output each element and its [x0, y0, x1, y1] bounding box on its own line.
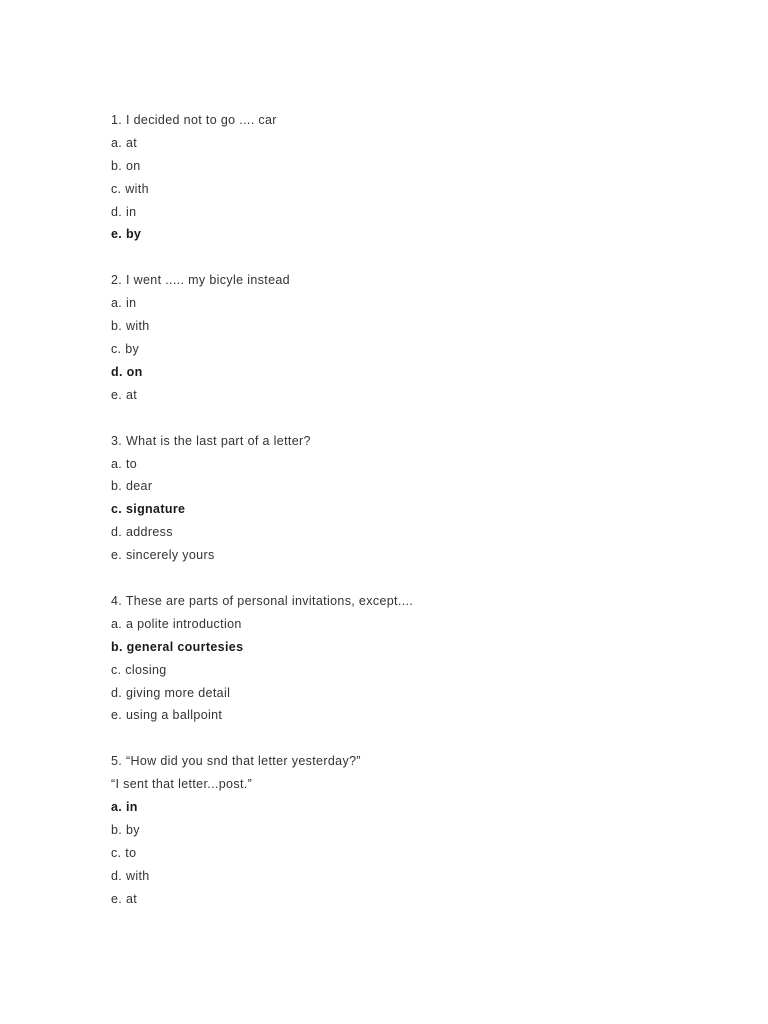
option-e: e. at: [111, 387, 138, 402]
option-b: b. by: [111, 823, 140, 838]
option-e-correct-answer: e. by: [111, 227, 142, 242]
option-d-correct-answer: d. on: [111, 364, 143, 379]
question-stem: 2. I went ..... my bicyle instead: [111, 273, 290, 288]
option-d: d. address: [111, 525, 173, 540]
option-a: a. in: [111, 296, 137, 311]
option-c: c. with: [111, 181, 149, 196]
option-a: a. at: [111, 135, 138, 150]
option-a: a. a polite introduction: [111, 616, 242, 631]
option-d: d. in: [111, 204, 137, 219]
option-c-correct-answer: c. signature: [111, 502, 186, 517]
question-stem: 4. These are parts of personal invitations, except....: [111, 594, 414, 609]
question-stem: 5. “How did you snd that letter yesterday?”: [111, 754, 361, 769]
option-c: c. to: [111, 845, 137, 860]
question-stem: 1. I decided not to go .... car: [111, 113, 277, 127]
option-c: c. closing: [111, 662, 167, 677]
option-b: b. with: [111, 319, 150, 334]
option-d: d. with: [111, 868, 150, 883]
option-b: b. on: [111, 158, 141, 173]
option-c: c. by: [111, 342, 140, 357]
option-a: a. to: [111, 456, 138, 471]
question-2: [111, 269, 711, 406]
option-e: e. using a ballpoint: [111, 708, 223, 723]
question-5: [111, 750, 711, 910]
option-b-correct-answer: b. general courtesies: [111, 639, 244, 654]
question-stem-continued: “I sent that letter...post.”: [111, 777, 253, 792]
option-b: b. dear: [111, 479, 153, 494]
question-3: [111, 430, 711, 567]
question-1: [111, 109, 711, 246]
option-e: e. at: [111, 891, 138, 906]
option-e: e. sincerely yours: [111, 548, 215, 563]
question-list: [111, 109, 711, 934]
option-a-correct-answer: a. in: [111, 800, 138, 815]
option-d: d. giving more detail: [111, 685, 231, 700]
question-stem: 3. What is the last part of a letter?: [111, 433, 311, 448]
question-4: [111, 590, 711, 727]
